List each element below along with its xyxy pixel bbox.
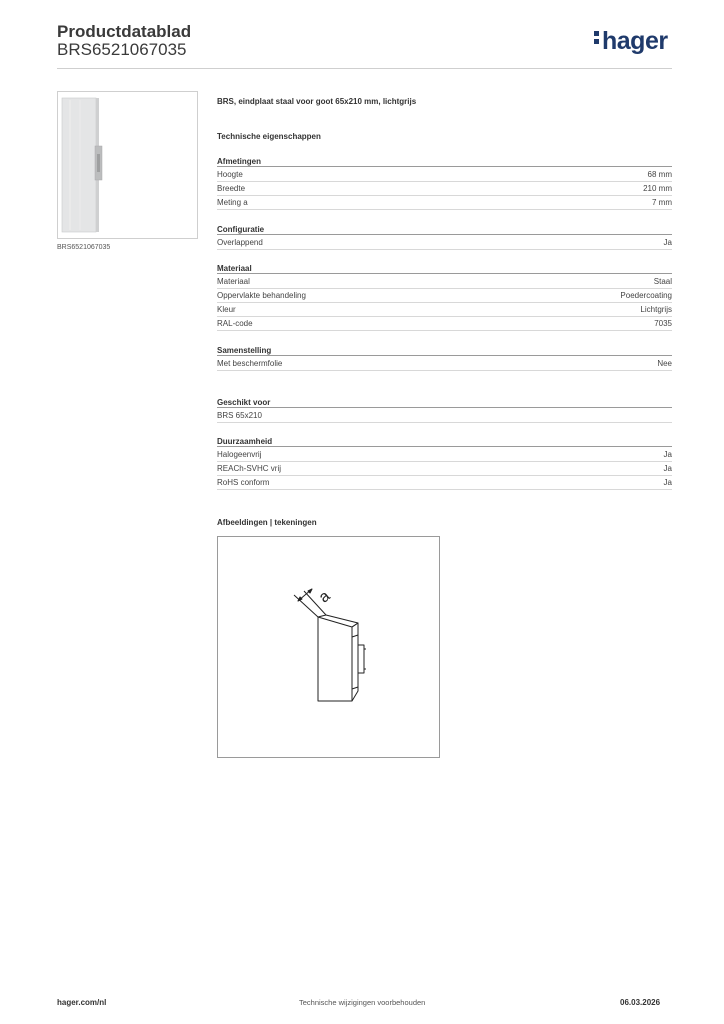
spec-value: 7035 [654,319,672,328]
technical-drawing [217,536,440,758]
spec-value: Staal [653,277,672,286]
spec-value: Poedercoating [620,291,672,300]
end-plate-photo-icon [58,92,197,238]
section-configuratie [217,224,672,250]
spec-label: Oppervlakte behandeling [217,291,306,300]
section-materiaal [217,263,672,331]
spec-row [217,236,672,250]
spec-label: Hoogte [217,170,243,179]
spec-label: Meting a [217,198,248,207]
footer-website-link[interactable]: hager.com/nl [57,998,107,1007]
logo-text: hager [602,27,668,55]
page-title: Productdatablad [57,22,192,41]
section-title: Samenstelling [217,345,672,356]
spec-label: Met beschermfolie [217,359,283,368]
spec-value: Lichtgrijs [640,305,672,314]
dimension-a-label: a [315,587,334,607]
product-code: BRS6521067035 [57,40,187,59]
spec-row [217,409,672,423]
spec-label: RoHS conform [217,478,270,487]
spec-label: RAL-code [217,319,253,328]
footer-disclaimer: Technische wijzigingen voorbehouden [299,998,426,1007]
header-divider [57,68,672,69]
figures-title: Afbeeldingen | tekeningen [217,518,317,527]
product-thumbnail [57,91,198,239]
spec-row [217,275,672,289]
spec-label: Overlappend [217,238,263,247]
spec-label: Materiaal [217,277,250,286]
spec-row [217,448,672,462]
spec-row [217,357,672,371]
section-title: Afmetingen [217,156,672,167]
spec-row [217,182,672,196]
hager-logo [594,27,668,56]
section-geschikt-voor [217,397,672,423]
section-title: Duurzaamheid [217,436,672,447]
spec-label: REACh-SVHC vrij [217,464,282,473]
spec-label: Halogeenvrij [217,450,262,459]
spec-label: Kleur [217,305,236,314]
section-samenstelling [217,345,672,371]
section-title: Geschikt voor [217,397,672,408]
spec-value: Nee [657,359,672,368]
section-title: Materiaal [217,263,672,274]
spec-value: Ja [663,464,672,473]
spec-row [217,317,672,331]
end-plate-drawing-icon [218,537,439,757]
spec-row [217,303,672,317]
product-name: BRS, eindplaat staal voor goot 65x210 mm, lichtgrijs [217,97,417,106]
spec-row [217,168,672,182]
spec-value: Ja [663,450,672,459]
spec-row [217,289,672,303]
section-duurzaamheid [217,436,672,490]
thumbnail-caption: BRS6521067035 [57,244,111,251]
spec-value: Ja [663,478,672,487]
spec-row [217,476,672,490]
logo-colon-icon [594,28,600,47]
spec-row [217,462,672,476]
footer-date: 06.03.2026 [620,998,661,1007]
spec-row [217,196,672,210]
section-title: Configuratie [217,224,672,235]
spec-value: 68 mm [647,170,672,179]
spec-value: 210 mm [643,184,672,193]
spec-label: BRS 65x210 [217,411,262,420]
spec-value: 7 mm [652,198,672,207]
section-afmetingen [217,156,672,210]
section-subtitle: Technische eigenschappen [217,132,321,141]
spec-value: Ja [663,238,672,247]
spec-label: Breedte [217,184,246,193]
